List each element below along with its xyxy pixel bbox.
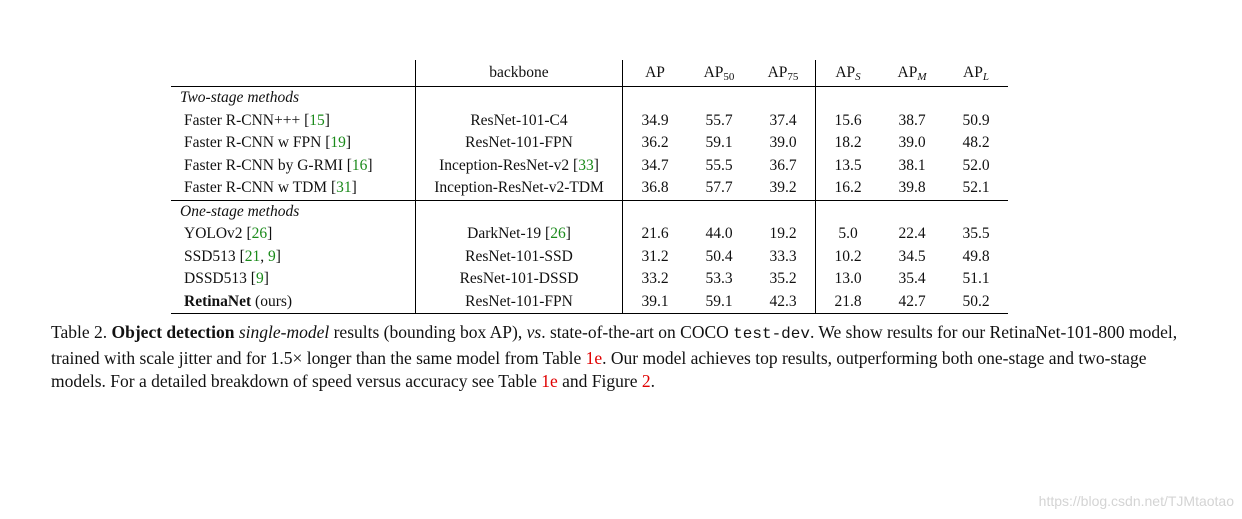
citation-link[interactable]: 16 xyxy=(351,156,368,174)
group-label: One-stage methods xyxy=(171,200,416,223)
aps-cell: 16.2 xyxy=(816,177,881,200)
crossref-link[interactable]: 1e xyxy=(585,347,603,368)
ap-cell: 39.1 xyxy=(623,291,688,314)
aps-cell: 10.2 xyxy=(816,246,881,269)
apl-cell: 52.0 xyxy=(962,156,990,174)
apm-cell: 39.0 xyxy=(898,134,926,151)
method-name: Faster R-CNN w TDM [31] xyxy=(184,179,357,196)
citation-link[interactable]: 31 xyxy=(336,179,352,196)
ap75-cell: 37.4 xyxy=(769,111,797,129)
table-row xyxy=(171,110,1008,133)
ap-cell: 33.2 xyxy=(623,268,688,291)
ap-cell: 34.9 xyxy=(623,110,688,133)
apm-cell: 35.4 xyxy=(898,270,926,287)
aps-cell: 21.8 xyxy=(816,291,881,314)
header-backbone: backbone xyxy=(416,60,623,87)
apm-cell: 38.1 xyxy=(898,156,926,174)
caption-title: Object detection xyxy=(111,322,235,342)
table-row xyxy=(171,246,1008,269)
apl-cell: 50.2 xyxy=(944,291,1008,314)
ap50-cell: 55.5 xyxy=(705,156,733,174)
table-row xyxy=(171,132,1008,155)
method-name: Faster R-CNN by G-RMI [16] xyxy=(184,156,373,174)
ap75-cell: 35.2 xyxy=(769,270,797,287)
citation-link[interactable]: 9 xyxy=(267,247,276,265)
citation-link[interactable]: 26 xyxy=(251,225,268,242)
apl-cell: 52.1 xyxy=(962,179,990,196)
backbone-cell: ResNet-101-FPN xyxy=(416,132,623,155)
aps-cell: 13.0 xyxy=(816,268,881,291)
ap75-cell: 39.0 xyxy=(769,134,797,151)
header-aps: $AP_S$ xyxy=(816,60,881,87)
group-label: Two-stage methods xyxy=(180,89,299,106)
method-name: SSD513 [21, 9] xyxy=(184,247,281,265)
group-row-two-stage xyxy=(171,87,1008,110)
backbone-cell: Inception-ResNet-v2-TDM xyxy=(416,177,623,200)
method-name: Faster R-CNN+++ [15] xyxy=(184,111,330,129)
method-name: RetinaNet (ours) xyxy=(171,291,416,314)
apm-cell: 38.7 xyxy=(898,111,926,129)
apl-cell: 51.1 xyxy=(962,270,990,287)
backbone-cell: ResNet-101-SSD xyxy=(416,246,623,269)
group-row-one-stage xyxy=(171,200,1008,223)
backbone-cell: ResNet-101-FPN xyxy=(416,291,623,314)
ap50-cell: 53.3 xyxy=(705,270,733,287)
aps-cell: 15.6 xyxy=(816,110,881,133)
table-row xyxy=(171,223,1008,246)
aps-cell: 5.0 xyxy=(816,223,881,246)
ap50-cell: 59.1 xyxy=(687,291,751,314)
results-table-container xyxy=(171,60,1008,314)
citation-link[interactable]: 19 xyxy=(330,134,346,151)
table-row xyxy=(171,268,1008,291)
header-method xyxy=(171,60,416,87)
backbone-cell: Inception-ResNet-v2 [33] xyxy=(416,155,623,178)
code-text: test-dev xyxy=(733,325,810,343)
table-row xyxy=(171,291,1008,314)
citation-link[interactable]: 33 xyxy=(578,156,594,174)
ap75-cell: 19.2 xyxy=(769,225,797,242)
apl-cell: 50.9 xyxy=(962,111,990,129)
crossref-link[interactable]: 1e xyxy=(541,371,558,392)
citation-link[interactable]: 21 xyxy=(244,247,261,265)
ap50-cell: 59.1 xyxy=(705,134,733,151)
ap50-cell: 50.4 xyxy=(705,247,733,265)
apm-cell: 22.4 xyxy=(898,225,926,242)
header-ap: AP xyxy=(623,60,688,87)
apl-cell: 35.5 xyxy=(962,225,990,242)
table-row xyxy=(171,177,1008,200)
aps-cell: 18.2 xyxy=(816,132,881,155)
ap75-cell: 33.3 xyxy=(769,247,797,265)
ap-cell: 34.7 xyxy=(623,155,688,178)
table-caption: Table 2. Object detection single-model results (bounding box AP), vs. state-of-the-art on COCO test-dev. We show results for our RetinaNet-101-800 model, trained with scale jitter and for 1.5× longer than the same model from Table 1e. Our model achieves top results, outperforming both one-stage and two-stage models. For a detailed breakdown of speed versus accuracy see Table 1e and Figure 2. xyxy=(51,322,1178,392)
citation-link[interactable]: 15 xyxy=(309,111,325,129)
backbone-cell: DarkNet-19 [26] xyxy=(416,223,623,246)
ap50-cell: 44.0 xyxy=(705,225,733,242)
watermark: https://blog.csdn.net/TJMtaotao xyxy=(1038,493,1234,509)
citation-link[interactable]: 26 xyxy=(550,225,566,242)
ap-cell: 31.2 xyxy=(623,246,688,269)
apm-cell: 39.8 xyxy=(898,179,926,196)
ap50-cell: 55.7 xyxy=(705,111,733,129)
header-apl: $AP_L$ xyxy=(944,60,1008,87)
method-name: YOLOv2 [26] xyxy=(184,225,273,242)
ap50-cell: 57.7 xyxy=(705,179,733,196)
results-table xyxy=(171,60,1008,314)
backbone-cell: ResNet-101-DSSD xyxy=(416,268,623,291)
backbone-cell: ResNet-101-C4 xyxy=(416,110,623,133)
ap-cell: 36.8 xyxy=(623,177,688,200)
header-apm: $AP_M$ xyxy=(880,60,944,87)
table-header-row xyxy=(171,60,1008,87)
citation-link[interactable]: 9 xyxy=(255,270,264,287)
ap75-cell: 42.3 xyxy=(751,291,816,314)
method-name: DSSD513 [9] xyxy=(184,270,269,287)
apm-cell: 42.7 xyxy=(880,291,944,314)
header-ap75: $AP_{75}$ xyxy=(751,60,816,87)
crossref-link[interactable]: 2 xyxy=(641,371,651,392)
ap75-cell: 36.7 xyxy=(769,156,797,174)
apm-cell: 34.5 xyxy=(898,247,926,265)
apl-cell: 48.2 xyxy=(962,134,990,151)
method-name: Faster R-CNN w FPN [19] xyxy=(184,134,352,151)
ap75-cell: 39.2 xyxy=(769,179,797,196)
table-row xyxy=(171,155,1008,178)
header-ap50: $AP_{50}$ xyxy=(687,60,751,87)
aps-cell: 13.5 xyxy=(816,155,881,178)
ap-cell: 21.6 xyxy=(623,223,688,246)
apl-cell: 49.8 xyxy=(962,247,990,265)
ap-cell: 36.2 xyxy=(623,132,688,155)
